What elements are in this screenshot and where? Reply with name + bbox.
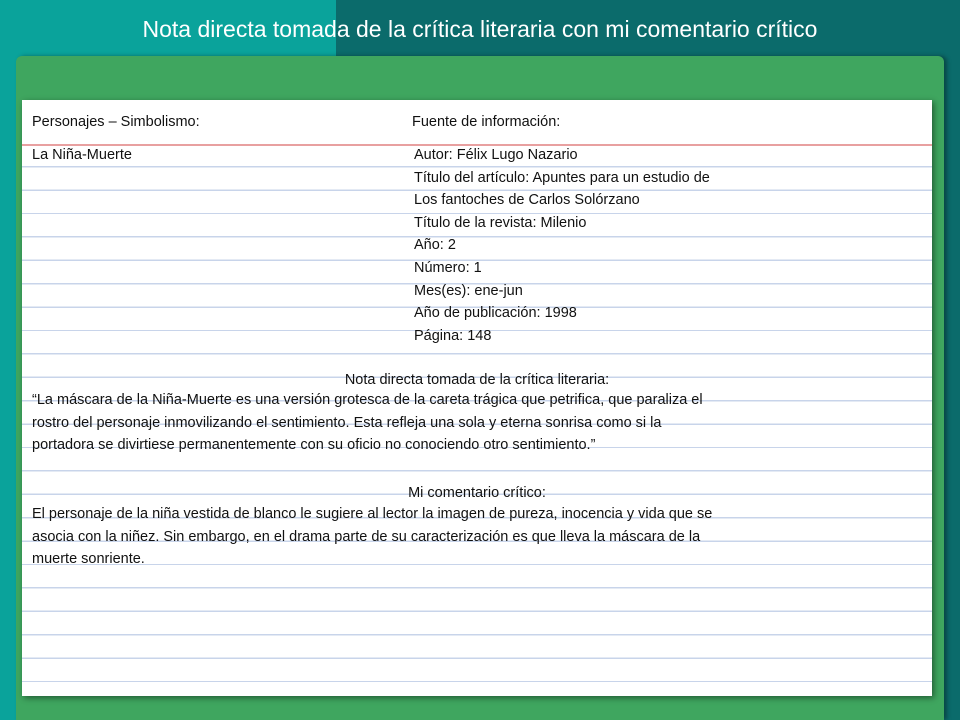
card-header [22,100,932,146]
slide-title: Nota directa tomada de la crítica literaria con mi comentario crítico [142,15,818,42]
comment-line: asocia con la niñez. Sin embargo, en el drama parte de su caracterización es que lleva la máscara de la [32,528,701,545]
index-card [22,100,932,696]
quote-line: “La máscara de la Niña-Muerte es una versión grotesca de la careta trágica que petrifica, que paraliza el [32,392,703,408]
header-characters-label: Personajes – Simbolismo: [32,114,200,130]
quote-heading: Nota directa tomada de la crítica literaria: [344,372,610,388]
comment-heading: Mi comentario crítico: [408,485,546,501]
source-line: Título del artículo: Apuntes para un estudio de [414,169,710,186]
quote-text [32,389,922,457]
quote-line: portadora se divirtiese permanentemente con su oficio no conociendo otro sentimiento.” [32,437,596,454]
source-line: Número: 1 [414,259,482,276]
source-info [414,144,710,347]
source-line: Año de publicación: 1998 [414,305,577,322]
header-source-label: Fuente de información: [412,114,561,130]
character-name: La Niña-Muerte [32,147,132,163]
source-line: Autor: Félix Lugo Nazario [414,147,578,163]
source-line: Los fantoches de Carlos Solórzano [414,192,640,209]
source-line: Título de la revista: Milenio [414,214,587,231]
comment-line: muerte sonriente. [32,551,145,568]
source-line: Página: 148 [414,327,492,344]
source-line: Año: 2 [414,237,456,254]
comment-line: El personaje de la niña vestida de blanco le sugiere al lector la imagen de pureza, inocencia y vida que se [32,506,713,522]
quote-line: rostro del personaje inmovilizando el sentimiento. Esta refleja una sola y eterna sonrisa como si la [32,414,662,431]
source-line: Mes(es): ene-jun [414,282,523,299]
comment-text [32,503,922,571]
